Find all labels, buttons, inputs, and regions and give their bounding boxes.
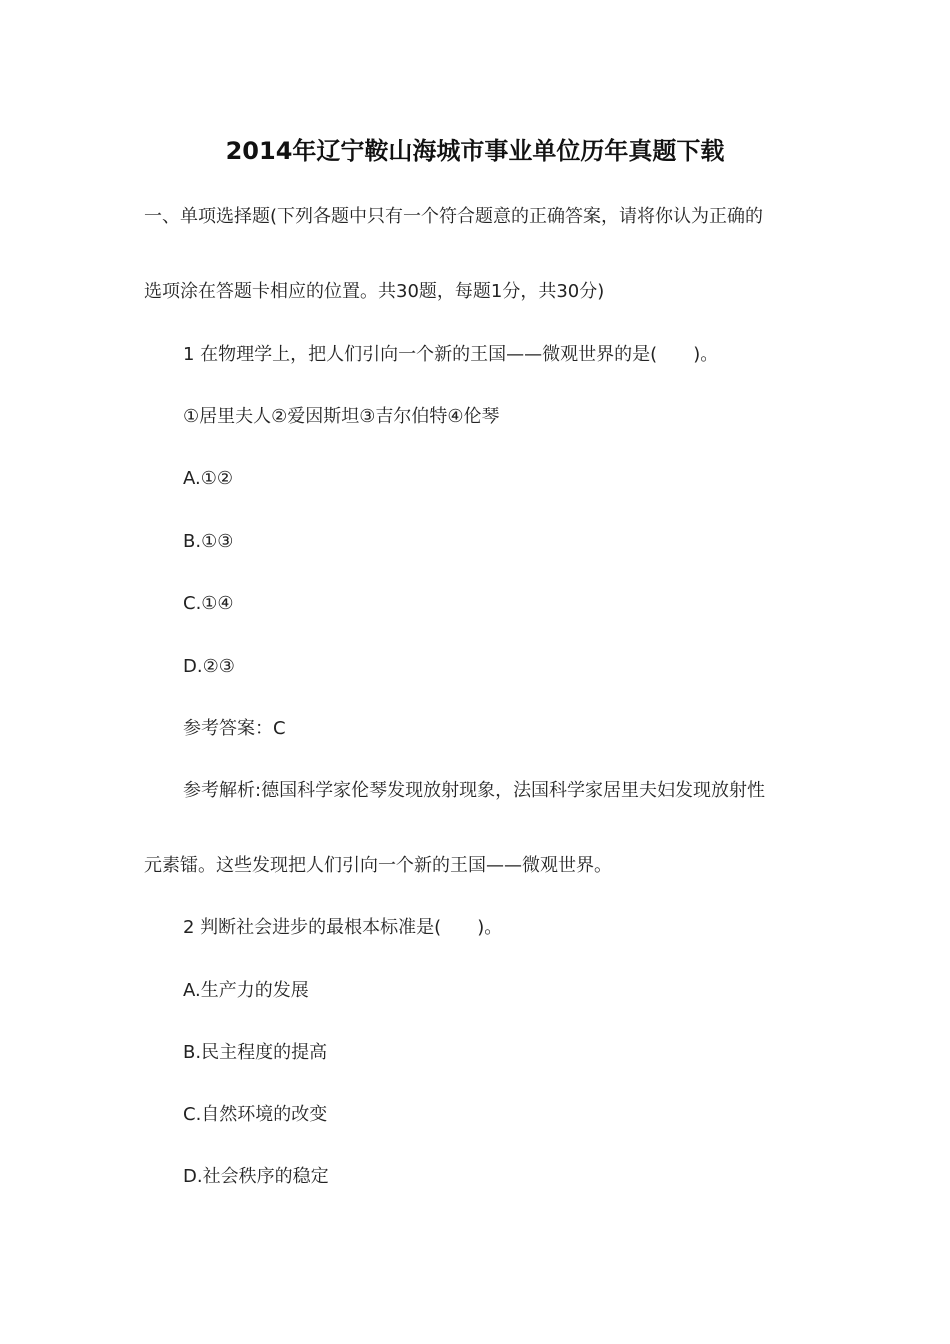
question-1-items: ①居里夫人②爱因斯坦③吉尔伯特④伦琴 (183, 406, 500, 427)
page-title: 2014年辽宁鞍山海城市事业单位历年真题下载 (225, 137, 725, 165)
question-2-option-b: B.民主程度的提高 (183, 1042, 328, 1063)
question-1-option-c: C.①④ (183, 593, 234, 614)
question-1-analysis-line-1: 参考解析:德国科学家伦琴发现放射现象，法国科学家居里夫妇发现放射性 (183, 780, 766, 801)
question-1-option-a: A.①② (183, 468, 233, 489)
question-1-answer: 参考答案：C (183, 718, 286, 739)
question-2-option-a: A.生产力的发展 (183, 980, 309, 1001)
question-1-analysis-line-2: 元素镭。这些发现把人们引向一个新的王国——微观世界。 (144, 855, 612, 876)
question-1-option-b: B.①③ (183, 531, 234, 552)
question-1-stem: 1 在物理学上，把人们引向一个新的王国——微观世界的是( )。 (183, 344, 719, 365)
section-instruction-line-1: 一、单项选择题(下列各题中只有一个符合题意的正确答案，请将你认为正确的 (144, 206, 764, 227)
question-2-stem: 2 判断社会进步的最根本标准是( )。 (183, 917, 503, 938)
question-2-option-c: C.自然环境的改变 (183, 1104, 328, 1125)
section-instruction-line-2: 选项涂在答题卡相应的位置。共30题，每题1分，共30分) (144, 281, 605, 302)
question-2-option-d: D.社会秩序的稳定 (183, 1166, 329, 1187)
question-1-option-d: D.②③ (183, 656, 235, 677)
